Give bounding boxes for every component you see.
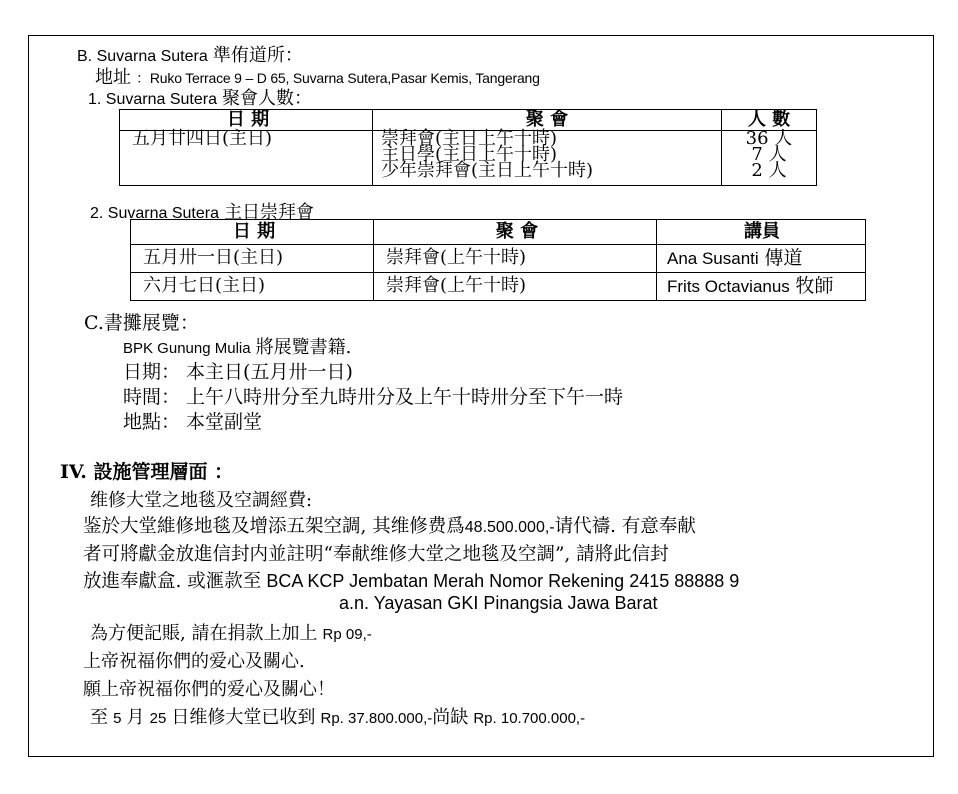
header-speaker: 講員: [657, 220, 866, 245]
paragraph-line-6: 上帝祝福你們的爱心及關心.: [83, 651, 305, 672]
meeting-item: 主日學(主日上午十時): [381, 144, 558, 165]
speaker-title: 傳道: [764, 247, 803, 269]
meeting-item: 崇拜會(主日上午十時): [381, 128, 558, 149]
attendance-table: [119, 109, 817, 186]
account-holder: a.n. Yayasan GKI Pinangsia Jawa Barat: [339, 593, 658, 613]
cell-meetings: [373, 128, 722, 186]
p8-c: 日维修大堂已收到: [171, 707, 316, 728]
bookfair-place: 地點： 本堂副堂: [123, 411, 263, 433]
bank-account: BCA KCP Jembatan Merah Nomor Rekening 2415 88888 9: [266, 571, 740, 591]
cell-date: 五月廿四日(主日): [120, 131, 373, 186]
paragraph-line-5: [90, 619, 372, 645]
count-item: 2 人: [751, 160, 787, 181]
publisher-name: BPK Gunung Mulia: [123, 340, 251, 357]
header-meeting: 聚 會: [374, 220, 657, 245]
amount-short: Rp. 10.700.000,-: [473, 710, 586, 727]
paragraph-line-7: 願上帝祝福你們的爱心及關心！: [83, 679, 335, 700]
table-row: [131, 273, 866, 301]
bookfair-line: [123, 333, 351, 359]
speaker-name: Ana Susanti: [667, 249, 759, 268]
section-c-heading: C.書攤展覽：: [84, 312, 199, 334]
section-b-heading-cjk: 準侑道所：: [212, 45, 303, 66]
section-b-heading-latin: B. Suvarna Sutera: [77, 48, 208, 65]
table-header-row: [131, 220, 866, 245]
cell-speaker: [657, 245, 866, 273]
cell-meeting: 崇拜會(上午十時): [374, 273, 657, 301]
table-row: [120, 131, 817, 186]
paragraph-line-8: [90, 703, 585, 729]
header-date: 日 期: [120, 110, 373, 131]
cell-speaker: [657, 273, 866, 301]
cell-meeting: 崇拜會(上午十時): [374, 245, 657, 273]
p1-tail: 请代禱. 有意奉献: [554, 516, 696, 537]
p8-day: 25: [149, 710, 167, 727]
p8-month: 5: [113, 710, 122, 727]
p5-text: 為方便記賬, 請在捐款上加上: [90, 623, 318, 644]
meeting-item: 少年崇拜會(主日上午十時): [381, 160, 594, 181]
p1-text: 鉴於大堂維修地毯及增添五架空調, 其维修费爲: [83, 516, 465, 537]
p1-amount: 48.500.000,-: [464, 519, 555, 536]
paragraph-line-1: [83, 512, 696, 538]
item1-latin: 1. Suvarna Sutera: [88, 91, 217, 108]
cell-date: 五月卅一日(主日): [131, 245, 374, 273]
item1-cjk: 聚會人數：: [222, 88, 313, 109]
paragraph-line-2: 者可將獻金放進信封内並註明“奉献维修大堂之地毯及空調”, 請將此信封: [83, 544, 669, 565]
item1-heading: [88, 84, 312, 110]
count-item: 7 人: [751, 144, 787, 165]
header-count: 人 數: [722, 110, 817, 131]
cell-counts: [722, 128, 817, 186]
p8-a: 至: [90, 707, 108, 728]
section-iv-subheading: 维修大堂之地毯及空調經費:: [90, 490, 313, 511]
header-meeting: 聚 會: [373, 110, 722, 131]
paragraph-line-3: [83, 567, 739, 593]
speaker-name: Frits Octavianus: [667, 277, 790, 296]
cell-date: 六月七日(主日): [131, 273, 374, 301]
p8-b: 月: [126, 707, 145, 728]
p8-d: 尚缺: [432, 707, 469, 728]
amount-received: Rp. 37.800.000,-: [320, 710, 433, 727]
section-iv-heading: IV. 設施管理層面 ：: [60, 461, 234, 483]
service-table: [130, 219, 866, 301]
item2-cjk: 主日崇拜會: [224, 202, 315, 223]
address-value: ：Ruko Terrace 9 – D 65, Suvarna Sutera,Pasar Kemis, Tangerang: [136, 70, 540, 86]
p3-text: 放進奉獻盒. 或滙款至: [83, 571, 262, 592]
speaker-title: 牧師: [795, 275, 834, 297]
count-item: 36 人: [745, 128, 793, 149]
p5-code: Rp 09,-: [322, 626, 372, 643]
header-date: 日 期: [131, 220, 374, 245]
item2-latin: 2. Suvarna Sutera: [90, 205, 219, 222]
bookfair-text: 將展覽書籍.: [255, 337, 352, 358]
bookfair-time: 時間： 上午八時卅分至九時卅分及上午十時卅分至下午一時: [123, 386, 624, 408]
table-row: [131, 245, 866, 273]
address-label: 地址: [95, 67, 131, 88]
bookfair-date: 日期： 本主日(五月卅一日): [123, 361, 353, 383]
